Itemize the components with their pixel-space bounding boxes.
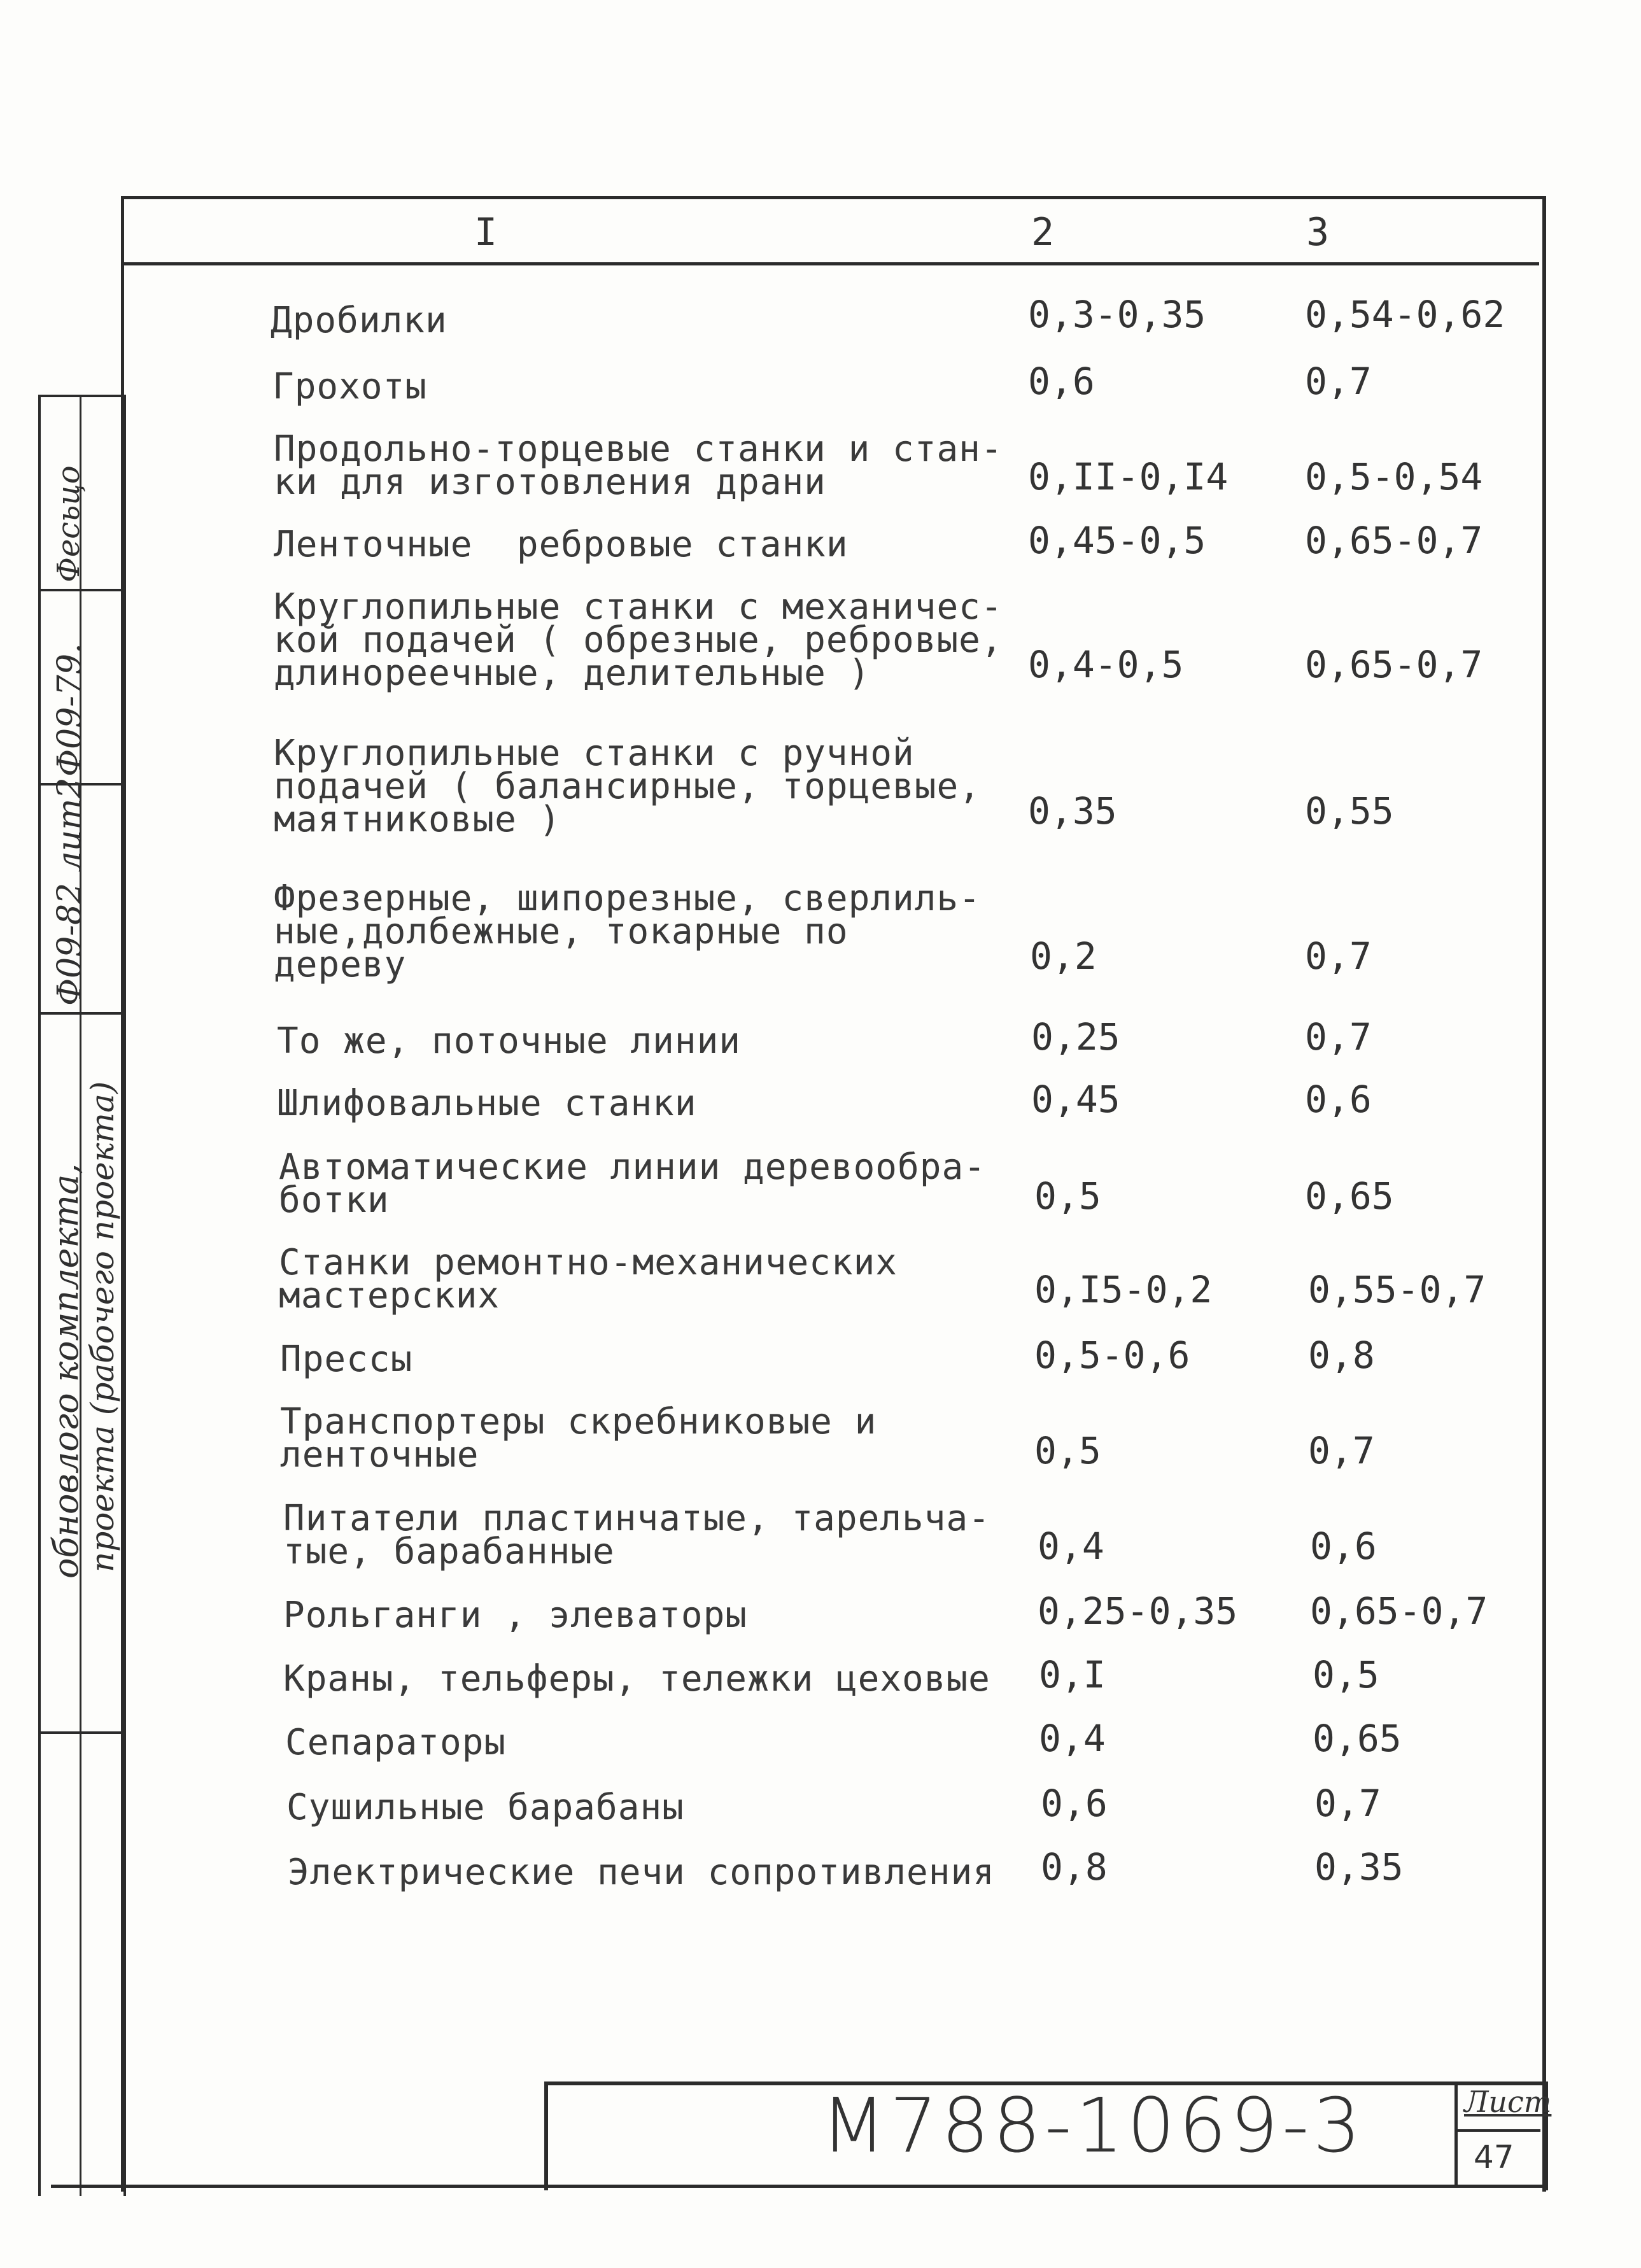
row-value-col3: 0,8 bbox=[1308, 1334, 1375, 1377]
margin-cell-divider bbox=[38, 1731, 121, 1734]
row-value-col2: 0,5 bbox=[1034, 1429, 1101, 1472]
row-name: Круглопильные станки с ручной подачей ( балансирные, торцевые, маятниковые ) bbox=[274, 733, 981, 840]
row-value-col2: 0,I bbox=[1039, 1653, 1106, 1696]
sheet-label: Лист bbox=[1464, 2085, 1552, 2119]
margin-note-b: проекта (рабочего проекта) bbox=[84, 1081, 121, 1572]
row-value-col3: 0,7 bbox=[1305, 1015, 1372, 1059]
column-header-2: 2 bbox=[1031, 210, 1055, 255]
row-value-col3: 0,55-0,7 bbox=[1308, 1268, 1486, 1311]
row-value-col3: 0,65-0,7 bbox=[1310, 1589, 1488, 1633]
row-value-col2: 0,6 bbox=[1041, 1782, 1108, 1825]
column-header-3: 3 bbox=[1306, 210, 1330, 255]
row-name: Краны, тельферы, тележки цеховые bbox=[283, 1658, 990, 1700]
row-name: Ленточные ребровые станки bbox=[274, 524, 849, 565]
row-value-col3: 0,5-0,54 bbox=[1305, 455, 1483, 498]
row-name: Транспортеры скребниковые и ленточные bbox=[280, 1401, 877, 1476]
row-name: Круглопильные станки с механичес- кой подачей ( обрезные, ребровые, длинореечные, делительные ) bbox=[274, 586, 1003, 694]
row-name: Станки ремонтно-механических мастерских bbox=[279, 1242, 898, 1316]
row-value-col3: 0,65-0,7 bbox=[1305, 519, 1483, 562]
row-value-col2: 0,35 bbox=[1028, 789, 1117, 833]
row-value-col2: 0,6 bbox=[1028, 360, 1095, 403]
margin-cell-divider bbox=[38, 589, 121, 591]
row-name: Автоматические линии деревообра- ботки bbox=[279, 1146, 986, 1221]
row-value-col3: 0,7 bbox=[1314, 1782, 1381, 1825]
sheet-divider bbox=[1454, 2129, 1540, 2132]
row-value-col2: 0,4 bbox=[1039, 1717, 1106, 1760]
column-header-1: I bbox=[474, 210, 498, 255]
row-value-col3: 0,6 bbox=[1310, 1525, 1377, 1568]
header-divider bbox=[121, 262, 1539, 265]
row-name: Питатели пластинчатые, тарельча- тые, барабанные bbox=[283, 1498, 990, 1572]
row-value-col2: 0,3-0,35 bbox=[1028, 293, 1206, 336]
row-value-col3: 0,7 bbox=[1305, 360, 1372, 403]
margin-cell-divider bbox=[38, 1012, 121, 1015]
row-name: Фрезерные, шипорезные, сверлиль- ные,долбежные, токарные по дереву bbox=[274, 878, 981, 985]
row-value-col2: 0,4-0,5 bbox=[1028, 643, 1184, 686]
row-value-col2: 0,25 bbox=[1031, 1015, 1120, 1059]
row-name: Дробилки bbox=[271, 300, 447, 341]
row-value-col2: 0,II-0,I4 bbox=[1028, 455, 1229, 498]
row-value-col2: 0,45-0,5 bbox=[1028, 519, 1206, 562]
row-value-col3: 0,65-0,7 bbox=[1305, 643, 1483, 686]
row-name: Грохоты bbox=[272, 366, 428, 407]
row-value-col2: 0,8 bbox=[1041, 1845, 1108, 1889]
row-value-col2: 0,I5-0,2 bbox=[1034, 1268, 1213, 1311]
margin-note-a: обновлого комплекта, bbox=[46, 1163, 86, 1579]
sheet-number: 47 bbox=[1474, 2139, 1514, 2176]
row-value-col3: 0,6 bbox=[1305, 1078, 1372, 1121]
row-value-col3: 0,5 bbox=[1313, 1653, 1379, 1696]
margin-ref-2: Ф09-79. bbox=[51, 643, 89, 777]
row-value-col2: 0,5-0,6 bbox=[1034, 1334, 1190, 1377]
row-value-col2: 0,45 bbox=[1031, 1078, 1120, 1121]
row-value-col3: 0,65 bbox=[1313, 1717, 1402, 1760]
row-name: Прессы bbox=[280, 1339, 413, 1380]
margin-signature: Фесьцо bbox=[51, 465, 87, 582]
row-name: Рольганги , элеваторы bbox=[283, 1595, 748, 1636]
row-value-col2: 0,25-0,35 bbox=[1038, 1589, 1238, 1633]
row-value-col2: 0,2 bbox=[1030, 934, 1097, 978]
row-value-col3: 0,54-0,62 bbox=[1305, 293, 1505, 336]
margin-cell-divider bbox=[38, 395, 121, 397]
row-name: Шлифовальные станки bbox=[277, 1083, 697, 1124]
row-value-col3: 0,65 bbox=[1305, 1174, 1394, 1218]
row-name: Сушильные барабаны bbox=[286, 1787, 684, 1828]
row-value-col3: 0,7 bbox=[1308, 1429, 1375, 1472]
row-name: То же, поточные линии bbox=[277, 1020, 742, 1062]
row-value-col2: 0,4 bbox=[1038, 1525, 1104, 1568]
row-value-col3: 0,55 bbox=[1305, 789, 1394, 833]
margin-ref-1: Ф09-82 лит2 bbox=[51, 777, 89, 1006]
row-name: Электрические печи сопротивления bbox=[288, 1852, 995, 1893]
row-value-col3: 0,7 bbox=[1305, 934, 1372, 978]
document-code: М788-1069-3 bbox=[821, 2081, 1365, 2169]
row-value-col2: 0,5 bbox=[1034, 1174, 1101, 1218]
row-name: Сепараторы bbox=[285, 1722, 507, 1763]
row-name: Продольно-торцевые станки и стан- ки для изготовления драни bbox=[274, 428, 1003, 503]
row-value-col3: 0,35 bbox=[1314, 1845, 1404, 1889]
